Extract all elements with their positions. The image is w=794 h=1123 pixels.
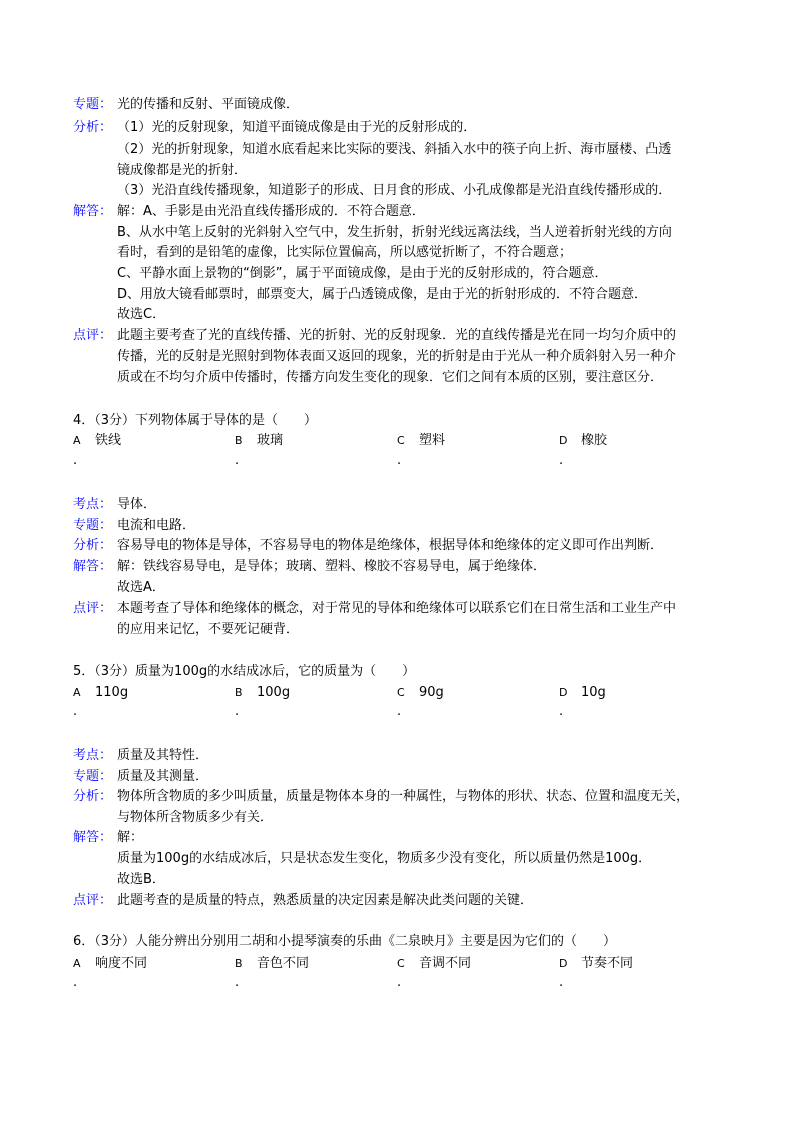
option-text: 玻璃: [257, 433, 284, 448]
option-text: 音调不同: [419, 956, 472, 971]
option-text: 100g: [257, 685, 291, 700]
q4-option-b[interactable]: [235, 433, 283, 449]
option-dot: .: [397, 453, 402, 468]
q3-analysis-line: 镜成像都是光的折射．: [117, 163, 248, 178]
q4-topic: 电流和电路．: [117, 518, 196, 533]
analysis-label: 分析：: [73, 538, 113, 553]
q5-analysis-line: 物体所含物质的多少叫质量，质量是物体本身的一种属性，与物体的形状、状态、位置和温度无关，: [117, 789, 690, 804]
comment-label: 点评：: [73, 893, 113, 908]
option-dot: .: [73, 704, 78, 719]
option-dot: .: [235, 704, 240, 719]
option-key: D: [559, 434, 568, 447]
option-dot: .: [559, 704, 564, 719]
q4-analysis: 容易导电的物体是导体，不容易导电的物体是绝缘体，根据导体和绝缘体的定义即可作出判断．: [117, 538, 664, 553]
topic-label: 专题：: [73, 518, 113, 533]
q5-point: 质量及其特性．: [117, 748, 209, 763]
option-text: 铁线: [95, 433, 122, 448]
q5-option-a[interactable]: [73, 685, 128, 701]
q5-answer-line: 质量为100g的水结成冰后，只是状态发生变化，物质多少没有变化，所以质量仍然是100g．: [117, 851, 652, 866]
q4-comment-line: 的应用来记忆，不要死记硬背．: [117, 622, 300, 637]
topic-label: 专题：: [73, 97, 113, 112]
option-dot: .: [235, 975, 240, 990]
q6-option-b[interactable]: [235, 956, 309, 972]
q3-analysis-line: （2）光的折射现象，知道水底看起来比实际的要浅、斜插入水中的筷子向上折、海市蜃楼、凸透: [117, 142, 672, 157]
q4-option-c[interactable]: [397, 433, 445, 449]
topic-label: 专题：: [73, 769, 113, 784]
q3-answer-line: 解：A、手影是由光沿直线传播形成的．不符合题意．: [117, 204, 425, 219]
q5-analysis-line: 与物体所含物质多少有关．: [117, 810, 274, 825]
option-dot: .: [559, 453, 564, 468]
q6-option-a[interactable]: [73, 956, 147, 972]
option-key: D: [559, 686, 568, 699]
q3-answer-line: D、用放大镜看邮票时，邮票变大，属于凸透镜成像，是由于光的折射形成的．不符合题意．: [117, 287, 648, 302]
option-dot: .: [397, 704, 402, 719]
q5-topic: 质量及其测量．: [117, 769, 209, 784]
option-text: 110g: [95, 685, 129, 700]
q3-comment-line: 此题主要考查了光的直线传播、光的折射、光的反射现象．光的直线传播是光在同一均匀介质中的: [117, 328, 677, 343]
q5-comment: 此题考查的是质量的特点，熟悉质量的决定因素是解决此类问题的关键．: [117, 893, 534, 908]
q3-answer-line: 看时，看到的是铅笔的虚像，比实际位置偏高，所以感觉折断了，不符合题意；: [117, 245, 573, 260]
analysis-label: 分析：: [73, 789, 113, 804]
option-key: C: [397, 434, 405, 447]
option-key: D: [559, 957, 568, 970]
q4-answer-line: 故选A．: [117, 580, 165, 595]
point-label: 考点：: [73, 497, 113, 512]
option-key: A: [73, 957, 81, 970]
answer-label: 解答：: [73, 204, 113, 219]
q5-answer-line: 解：: [117, 830, 144, 845]
option-key: B: [235, 957, 243, 970]
q3-analysis-line: （3）光沿直线传播现象，知道影子的形成、日月食的形成、小孔成像都是光沿直线传播形成的．: [117, 183, 672, 198]
q3-analysis-line: （1）光的反射现象，知道平面镜成像是由于光的反射形成的．: [117, 120, 477, 135]
answer-label: 解答：: [73, 559, 113, 574]
option-dot: .: [73, 453, 78, 468]
q3-answer-line: C、平静水面上景物的“倒影”，属于平面镜成像，是由于光的反射形成的，符合题意．: [117, 266, 608, 281]
analysis-label: 分析：: [73, 120, 113, 135]
option-text: 塑料: [419, 433, 446, 448]
q5-option-b[interactable]: [235, 685, 290, 701]
option-text: 橡胶: [581, 433, 608, 448]
q4-answer-line: 解：铁线容易导电，是导体；玻璃、塑料、橡胶不容易导电，属于绝缘体．: [117, 559, 547, 574]
q4-option-a[interactable]: [73, 433, 121, 449]
q5-question: 5．（3分）质量为100g的水结成冰后，它的质量为（ ）: [73, 664, 416, 679]
q4-comment-line: 本题考查了导体和绝缘体的概念，对于常见的导体和绝缘体可以联系它们在日常生活和工业生产中: [117, 601, 677, 616]
option-key: C: [397, 686, 405, 699]
q4-option-d[interactable]: [559, 433, 607, 449]
option-text: 音色不同: [257, 956, 310, 971]
option-dot: .: [73, 975, 78, 990]
q3-comment-line: 质或在不均匀介质中传播时，传播方向发生变化的现象．它们之间有本质的区别，要注意区分．: [117, 370, 664, 385]
option-text: 节奏不同: [581, 956, 634, 971]
q6-option-d[interactable]: [559, 956, 633, 972]
option-text: 10g: [581, 685, 606, 700]
q6-question: 6．（3分）人能分辨出分别用二胡和小提琴演奏的乐曲《二泉映月》主要是因为它们的（ ）: [73, 934, 617, 949]
option-text: 响度不同: [95, 956, 148, 971]
q3-comment-line: 传播，光的反射是光照射到物体表面又返回的现象，光的折射是由于光从一种介质斜射入另一种介: [117, 349, 677, 364]
q4-question: 4．（3分）下列物体属于导体的是（ ）: [73, 413, 318, 428]
comment-label: 点评：: [73, 601, 113, 616]
option-text: 90g: [419, 685, 444, 700]
option-dot: .: [235, 453, 240, 468]
q3-answer-line: 故选C．: [117, 307, 166, 322]
point-label: 考点：: [73, 748, 113, 763]
q4-point: 导体．: [117, 497, 157, 512]
q5-option-d[interactable]: [559, 685, 606, 701]
option-key: B: [235, 686, 243, 699]
option-key: A: [73, 434, 81, 447]
option-dot: .: [559, 975, 564, 990]
option-key: A: [73, 686, 81, 699]
option-key: C: [397, 957, 405, 970]
q3-topic: 光的传播和反射、平面镜成像．: [117, 97, 300, 112]
q3-answer-line: B、从水中笔上反射的光斜射入空气中，发生折射，折射光线远离法线，当人逆着折射光线的方向: [117, 225, 672, 240]
comment-label: 点评：: [73, 328, 113, 343]
option-key: B: [235, 434, 243, 447]
q5-option-c[interactable]: [397, 685, 444, 701]
q5-answer-line: 故选B．: [117, 872, 165, 887]
q6-option-c[interactable]: [397, 956, 471, 972]
option-dot: .: [397, 975, 402, 990]
answer-label: 解答：: [73, 830, 113, 845]
